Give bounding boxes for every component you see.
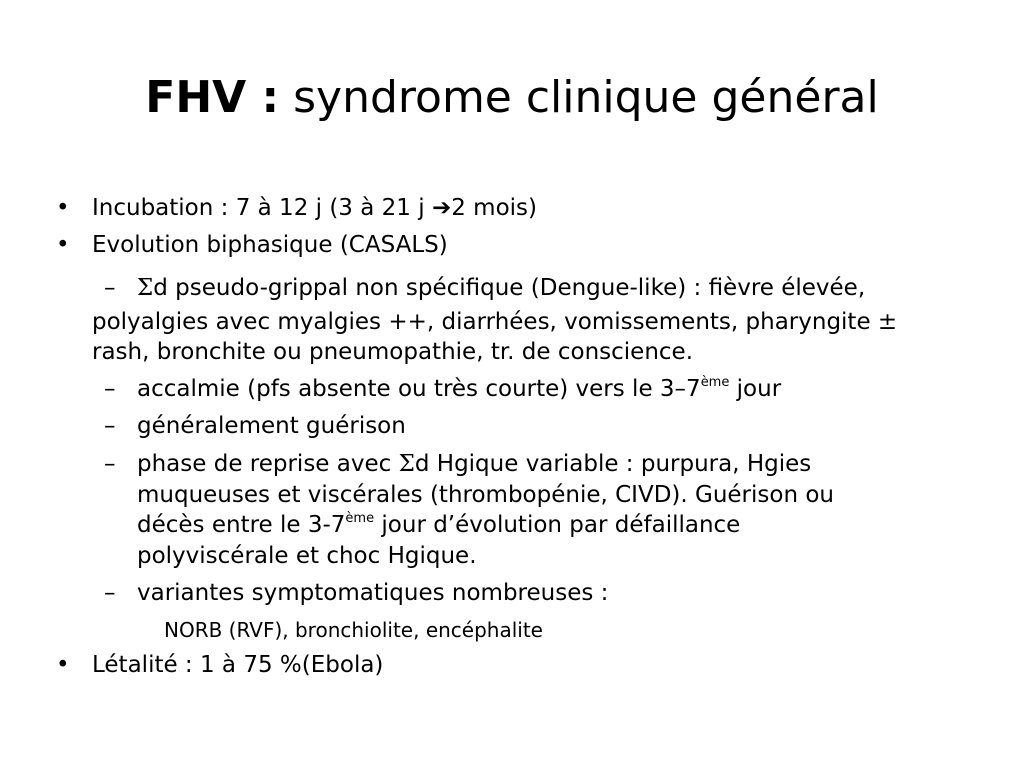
dash-marker: – (104, 580, 116, 606)
title-text: syndrome clinique général (293, 72, 879, 123)
reprise-line-3 (137, 510, 740, 541)
dash-marker: – (104, 376, 116, 402)
sigma-symbol: Σ (398, 451, 415, 477)
superscript: ème (700, 375, 730, 390)
reprise-text-1b: d Hgique variable : purpura, Hgies (414, 451, 812, 477)
bullet-letalite: Létalité : 1 à 75 %(Ebola) (92, 652, 384, 678)
reprise-text-3b: jour d’évolution par défaillance (374, 512, 741, 538)
sigma-symbol: Σ (137, 275, 154, 301)
reprise-text-1a: phase de reprise avec (137, 451, 399, 477)
accalmie-line (137, 374, 781, 405)
reprise-line-4: polyviscérale et choc Hgique. (137, 543, 477, 569)
reprise-text-3a: décès entre le 3-7 (137, 512, 346, 538)
variantes-line: variantes symptomatiques nombreuses : (137, 580, 609, 606)
pseudo-grippal-line-1 (137, 273, 865, 304)
pseudo-grippal-text-2: polyalgies avec myalgies ++, diarrhées, vomissements, pharyngite (92, 309, 878, 335)
title-bold: FHV : (145, 72, 280, 123)
reprise-line-2: muqueuses et viscérales (thrombopénie, CIVD). Guérison ou (137, 482, 834, 508)
pseudo-grippal-line-3: rash, bronchite ou pneumopathie, tr. de conscience. (92, 339, 694, 365)
pseudo-grippal-text-1: d pseudo-grippal non spécifique (Dengue-like) : fièvre élevée, (153, 275, 866, 301)
accalmie-text-after: jour (729, 376, 782, 402)
dash-marker: – (104, 451, 116, 477)
pseudo-grippal-line-2 (92, 307, 897, 338)
bullet-incubation (92, 193, 537, 224)
bullet-dot: • (56, 195, 70, 221)
bullet-evolution: Evolution biphasique (CASALS) (92, 232, 448, 258)
reprise-line-1 (137, 449, 811, 480)
norb-line: NORB (RVF), bronchiolite, encéphalite (164, 618, 543, 642)
bullet-dot: • (56, 232, 70, 258)
dash-marker: – (104, 275, 116, 301)
slide-title (0, 68, 1024, 128)
incubation-text: Incubation : 7 à 12 j (3 à 21 j (92, 195, 432, 221)
dash-marker: – (104, 413, 116, 439)
plus-minus-symbol: ± (877, 309, 898, 335)
bullet-dot: • (56, 652, 70, 678)
incubation-text-after: 2 mois) (451, 195, 537, 221)
arrow-icon: ➔ (431, 195, 452, 221)
superscript: ème (345, 511, 375, 526)
guerison-line: généralement guérison (137, 413, 406, 439)
accalmie-text: accalmie (pfs absente ou très courte) vers le 3–7 (137, 376, 701, 402)
